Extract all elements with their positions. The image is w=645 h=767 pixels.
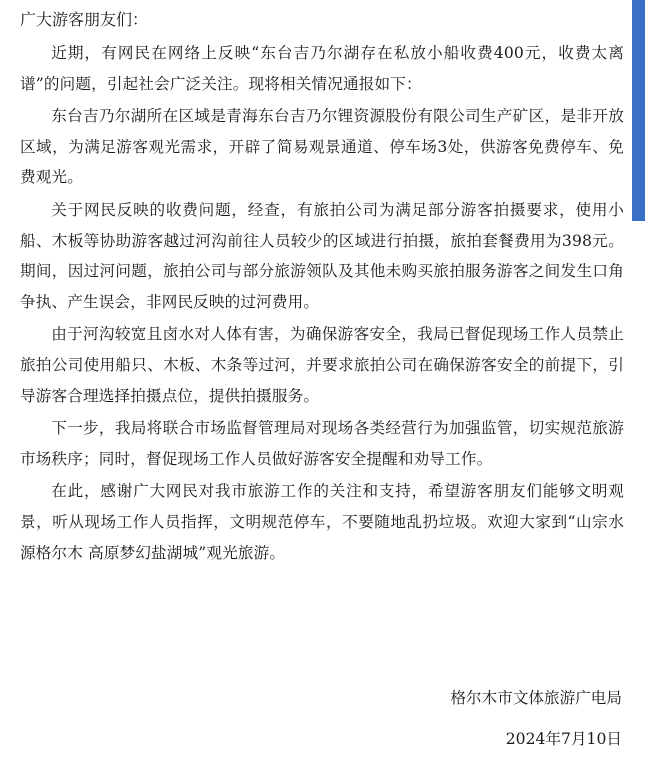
scroll-edge-bar	[632, 0, 645, 221]
paragraph-3: 关于网民反映的收费问题，经查，有旅拍公司为满足部分游客拍摄要求，使用小船、木板等协助游客越过河沟前往人员较少的区域进行拍摄，旅拍套餐费用为398元。期间，因过河问题，旅拍公司与部分旅游领队及其他未购买旅拍服务游客之间发生口角争执、产生误会，非网民反映的过河费用。	[20, 200, 624, 311]
notice-body	[20, 4, 624, 568]
paragraph-5: 下一步，我局将联合市场监督管理局对现场各类经营行为加强监管，切实规范旅游市场秩序；同时，督促现场工作人员做好游客安全提醒和劝导工作。	[20, 419, 624, 468]
signature-organization: 格尔木市文体旅游广电局	[450, 689, 622, 707]
paragraph-1: 近期，有网民在网络上反映“东台吉乃尔湖存在私放小船收费400元，收费太离谱”的问题，引起社会广泛关注。现将相关情况通报如下：	[20, 44, 624, 93]
paragraph-4: 由于河沟较宽且卤水对人体有害，为确保游客安全，我局已督促现场工作人员禁止旅拍公司使用船只、木板、木条等过河，并要求旅拍公司在确保游客安全的前提下，引导游客合理选择拍摄点位，提供拍摄服务。	[20, 325, 624, 405]
signature-date: 2024年7月10日	[505, 730, 622, 748]
paragraph-6: 在此，感谢广大网民对我市旅游工作的关注和支持，希望游客朋友们能够文明观景，听从现场工作人员指挥，文明规范停车，不要随地乱扔垃圾。欢迎大家到“山宗水源格尔木 高原梦幻盐湖城”观光旅游。	[20, 482, 624, 562]
salutation: 广大游客朋友们：	[20, 10, 149, 29]
paragraph-2: 东台吉乃尔湖所在区域是青海东台吉乃尔锂资源股份有限公司生产矿区，是非开放区域，为满足游客观光需求，开辟了简易观景通道、停车场3处，供游客免费停车、免费观光。	[20, 107, 624, 187]
